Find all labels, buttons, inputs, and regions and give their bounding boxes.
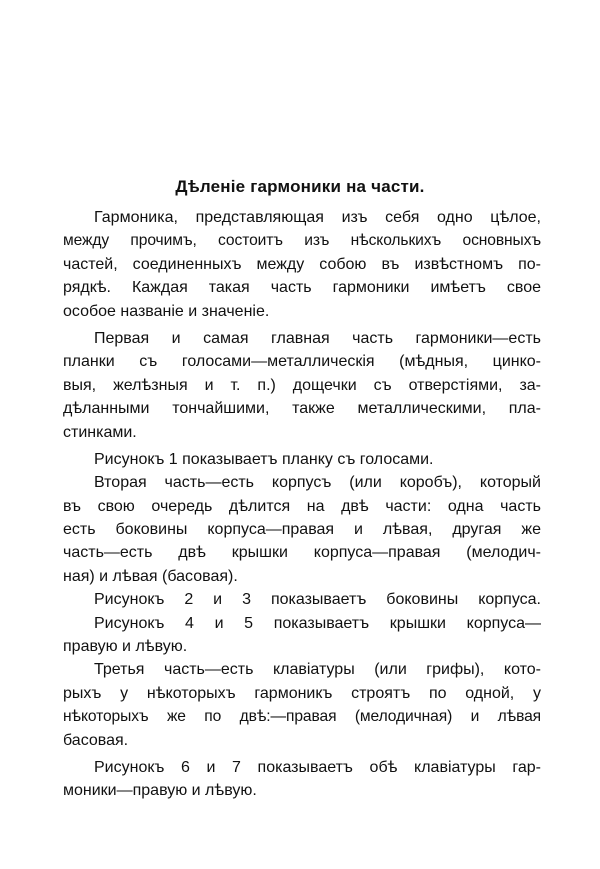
text-line: нѣкоторыхъ же по двѣ:—правая (мелодичная) и лѣвая [63, 708, 541, 726]
text-line: Рисунокъ 4 и 5 показываетъ крышки корпуса— [94, 614, 541, 632]
text-line: часть—есть двѣ крышки корпуса—правая (мелодич- [63, 544, 541, 562]
text-line: между прочимъ, состоитъ изъ нѣсколькихъ основныхъ [63, 232, 541, 250]
text-line: дѣланными тончайшими, также металлическими, пла- [63, 400, 541, 418]
text-line: особое названіе и значеніе. [63, 302, 270, 320]
text-line: Рисунокъ 1 показываетъ планку съ голосами. [94, 450, 434, 468]
body-text [63, 206, 541, 803]
text-line: ная) и лѣвая (басовая). [63, 567, 238, 585]
text-line: Гармоника, представляющая изъ себя одно цѣлое, [94, 209, 541, 226]
text-line: рыхъ у нѣкоторыхъ гармоникъ строятъ по одной, у [63, 684, 541, 702]
text-line: Третья часть—есть клавіатуры (или грифы), кото- [94, 661, 541, 679]
text-line: стинками. [63, 423, 137, 441]
text-line: планки съ голосами—металлическія (мѣдныя, цинко- [63, 353, 541, 371]
text-line: басовая. [63, 731, 129, 749]
text-line: Рисунокъ 6 и 7 показываетъ обѣ клавіатуры гар- [94, 758, 541, 776]
text-line: Рисунокъ 2 и 3 показываетъ боковины корпуса. [94, 591, 541, 609]
text-line: выя, желѣзныя и т. п.) дощечки съ отверстіями, за- [63, 376, 541, 394]
text-line: частей, соединенныхъ между собою въ извѣстномъ по- [63, 255, 541, 273]
text-line: правую и лѣвую. [63, 638, 188, 656]
text-line: Первая и самая главная часть гармоники—есть [94, 329, 541, 347]
page-title: Дѣленіе гармоники на части. [175, 177, 425, 196]
text-line: въ свою очередь дѣлится на двѣ части: одна часть [63, 497, 541, 515]
text-line: есть боковины корпуса—правая и лѣвая, другая же [63, 521, 541, 539]
text-line: моники—правую и лѣвую. [63, 782, 257, 800]
text-line: рядкѣ. Каждая такая часть гармоники имѣетъ свое [63, 279, 541, 297]
text-line: Вторая часть—есть корпусъ (или коробъ), который [94, 474, 541, 492]
